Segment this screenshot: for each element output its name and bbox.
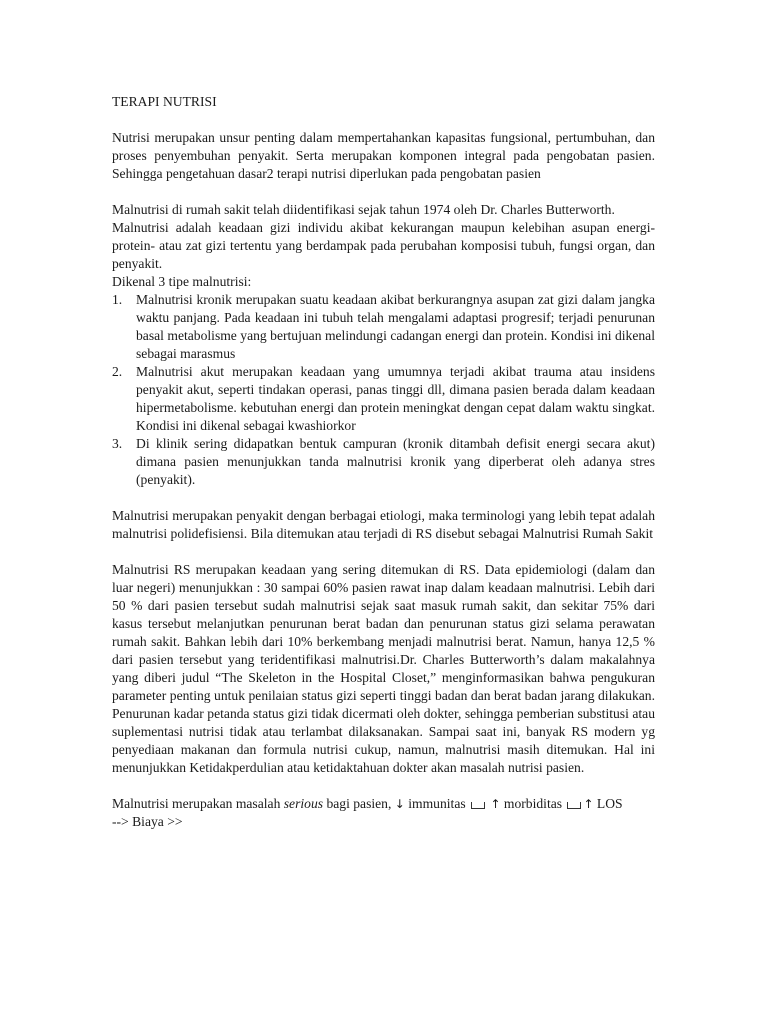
etiology-paragraph: Malnutrisi merupakan penyakit dengan berbagai etiologi, maka terminologi yang lebih tepat adalah malnutrisi polidefisiensi. Bila ditemukan atau terjadi di RS disebut sebagai Malnutrisi Rumah Sakit [112,508,655,541]
list-item-text: Malnutrisi kronik merupakan suatu keadaan akibat berkurangnya asupan zat gizi dalam jangka waktu panjang. Pada keadaan ini tubuh telah mengalami adaptasi progresif; terjadi penurunan basal metabolisme yang bertujuan melindungi cadangan energi dan protein. Kondisi ini dikenal sebagai marasmus [136,292,655,361]
morbiditas-text: morbiditas [500,796,566,811]
placeholder-box-icon [471,802,485,809]
definition-paragraph: Malnutrisi adalah keadaan gizi individu akibat kekurangan maupun kelebihan asupan energi- protein- atau zat gizi tertentu yang berdampak pada perubahan komposisi tubuh, fungsi organ, dan penyakit. [112,220,655,271]
list-item [112,291,655,363]
serious-emphasis: serious [283,796,324,811]
los-text: LOS [593,796,623,811]
list-item [112,363,655,435]
list-item-text: Malnutrisi akut merupakan keadaan yang umumnya terjadi akibat trauma atau insidens penyakit akut, seperti tindakan operasi, panas tinggi dll, dimana pasien berada dalam keadaan hipermetabolisme. kebutuhan energi dan protein meningkat dengan cepat dalam waktu singkat. Kondisi ini dikenal sebagai kwashiorkor [136,364,655,433]
document-page [112,93,655,831]
list-item-number: 1. [112,292,123,307]
intro-paragraph: Nutrisi merupakan unsur penting dalam mempertahankan kapasitas fungsional, pertumbuhan, dan proses penyembuhan penyakit. Serta merupakan komponen integral pada pengobatan pasien. Sehingga pengetahuan dasar2 terapi nutrisi diperlukan pada pengobatan pasien [112,130,655,181]
summary-line [112,795,655,831]
history-paragraph: Malnutrisi di rumah sakit telah diidentifikasi sejak tahun 1974 oleh Dr. Charles Butterworth. [112,202,615,217]
malnutrition-types-list [112,291,655,489]
summary-text: Malnutrisi merupakan masalah [112,796,284,811]
page-title: TERAPI NUTRISI [112,94,217,109]
cost-text: --> Biaya >> [112,814,183,829]
list-item-number: 2. [112,364,123,379]
list-intro: Dikenal 3 tipe malnutrisi: [112,274,252,289]
down-arrow-icon: ↓ [394,797,405,811]
list-item [112,435,655,489]
list-item-text: Di klinik sering didapatkan bentuk campuran (kronik ditambah defisit energi secara akut) dimana pasien menunjukkan tanda malnutrisi kronik yang diperberat oleh adanya stres (penyakit). [136,436,655,487]
up-arrow-icon: ↑ [583,797,594,811]
immunitas-text: immunitas [404,796,470,811]
up-arrow-icon: ↑ [490,797,501,811]
epidemiology-paragraph: Malnutrisi RS merupakan keadaan yang sering ditemukan di RS. Data epidemiologi (dalam dan luar negeri) menunjukkan : 30 sampai 60% pasien rawat inap dalam keadaan malnutrisi. Lebih dari 50 % dari pasien tersebut sudah malnutrisi sejak saat masuk rumah sakit, dan sekitar 75% dari kasus tersebut melanjutkan penurunan berat badan dan penurunan status gizi selama perawatan rumah sakit. Bahkan lebih dari 10% berkembang menjadi malnutrisi berat. Namun, hanya 12,5 % dari pasien tersebut yang teridentifikasi malnutrisi.Dr. Charles Butterworth’s dalam makalahnya yang diberi judul “The Skeleton in the Hospital Closet,” menginformasikan bahwa pengukuran parameter penting untuk penilaian status gizi seperti tinggi badan dan berat badan jarang dilakukan. Penurunan kadar petanda status gizi tidak dicermati oleh dokter, sehingga pemberian substitusi atau suplementasi nutrisi tidak atau terlambat dilaksanakan. Sampai saat ini, banyak RS modern yg penyediaan makanan dan formula nutrisi cukup, namun, malnutrisi masih ditemukan. Hal ini menunjukkan Ketidakperdulian atau ketidaktahuan dokter akan masalah nutrisi pasien. [112,562,655,775]
list-item-number: 3. [112,436,123,451]
summary-text: bagi pasien, [323,796,395,811]
placeholder-box-icon [567,802,581,809]
